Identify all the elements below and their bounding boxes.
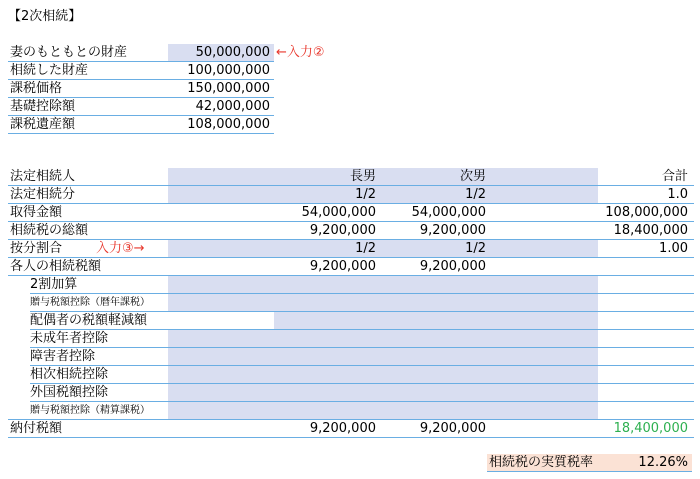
sub-label-gift-credit-settlement: 贈与税額控除（精算課税） [30, 405, 150, 416]
each-tax-second: 9,200,000 [419, 259, 486, 274]
legal-share-total: 1.0 [667, 187, 688, 202]
ratio-eldest-input[interactable]: 1/2 [355, 241, 376, 256]
page-title: 【2次相続】 [8, 9, 82, 24]
heir-header-label: 法定相続人 [10, 169, 76, 184]
total-tax-total: 18,400,000 [613, 223, 688, 238]
payable-label: 納付税額 [10, 421, 63, 436]
payable-total: 18,400,000 [613, 421, 688, 436]
effective-rate-label: 相続税の実質税率 [487, 454, 599, 471]
ratio-total: 1.00 [659, 241, 688, 256]
sub-label-foreign-tax-credit: 外国税額控除 [30, 385, 109, 400]
acquired-amount-label: 取得金額 [10, 205, 63, 220]
top-label-wife-assets: 妻のもともとの財産 [10, 45, 128, 60]
top-label-taxable-estate: 課税遺産額 [10, 117, 76, 132]
wife-assets-input[interactable]: 50,000,000 [168, 44, 274, 61]
col-total: 合計 [661, 169, 688, 184]
sub-label-gift-credit-annual: 贈与税額控除（暦年課税） [30, 297, 150, 308]
acquired-second: 54,000,000 [411, 205, 486, 220]
legal-share-eldest: 1/2 [355, 187, 376, 202]
ratio-label: 按分割合 [10, 241, 63, 256]
sub-label-minor-deduction: 未成年者控除 [30, 331, 109, 346]
total-tax-eldest: 9,200,000 [309, 223, 376, 238]
acquired-eldest: 54,000,000 [301, 205, 376, 220]
effective-rate-value: 12.26% [599, 454, 692, 471]
taxable-estate-value: 108,000,000 [187, 117, 270, 132]
each-tax-eldest: 9,200,000 [309, 259, 376, 274]
acquired-total: 108,000,000 [605, 205, 688, 220]
payable-second: 9,200,000 [419, 421, 486, 436]
basic-deduction-value: 42,000,000 [195, 99, 270, 114]
total-tax-label: 相続税の総額 [10, 223, 89, 238]
total-tax-second: 9,200,000 [419, 223, 486, 238]
ratio-second-input[interactable]: 1/2 [465, 241, 486, 256]
sub-label-disability-deduction: 障害者控除 [30, 349, 96, 364]
legal-share-label: 法定相続分 [10, 187, 76, 202]
top-label-basic-deduction: 基礎控除額 [10, 99, 76, 114]
sub-label-20pct-add: 2割加算 [30, 277, 78, 292]
each-tax-label: 各人の相続税額 [10, 259, 102, 274]
top-label-taxable-price: 課税価格 [10, 81, 63, 96]
top-label-inherited: 相続した財産 [10, 63, 89, 78]
col-eldest-son: 長男 [349, 169, 376, 184]
payable-eldest: 9,200,000 [309, 421, 376, 436]
col-second-son: 次男 [459, 169, 486, 184]
sub-label-successive-deduction: 相次相続控除 [30, 367, 109, 382]
sub-label-spouse-reduction: 配偶者の税額軽減額 [30, 313, 148, 328]
input-note-3: 入力③→ [96, 241, 145, 256]
input-note-2: ←入力② [276, 45, 325, 60]
legal-share-second: 1/2 [465, 187, 486, 202]
inherited-value: 100,000,000 [187, 63, 270, 78]
taxable-price-value: 150,000,000 [187, 81, 270, 96]
